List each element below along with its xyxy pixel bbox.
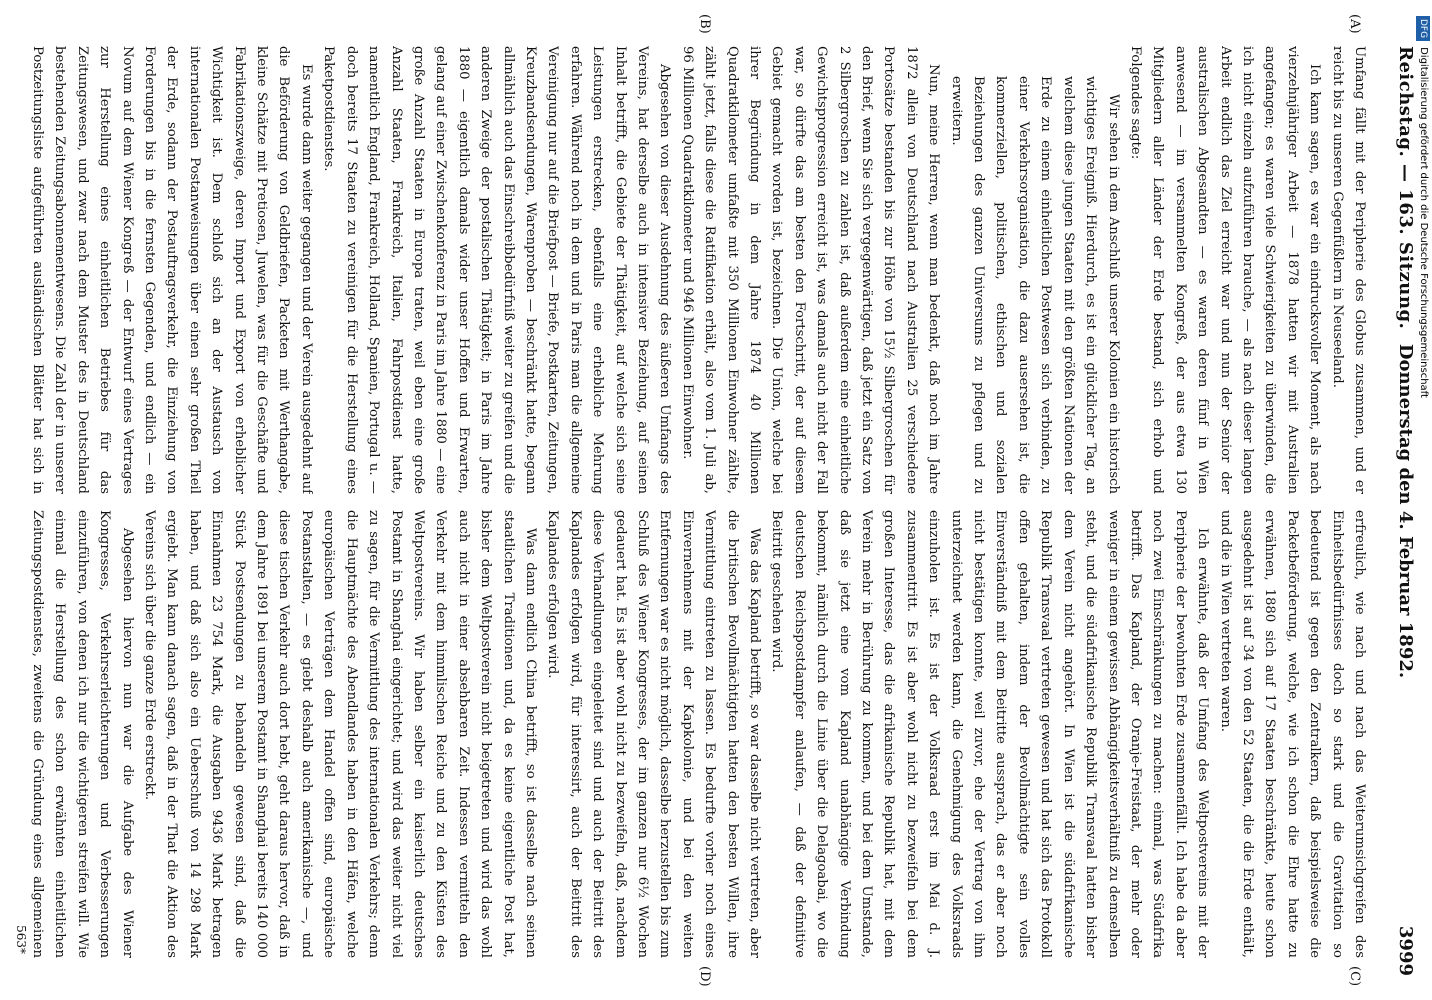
paragraph: Abgesehen hiervon nun war die Aufgabe des Wiener Kongresses, Verkehrserleichterungen und Verbesserungen einzuführen, von denen ich nur die wichtigeren streifen will. Wie einmal die Herstellung des schon erwähnten einheitlichen Zeitungspostdienstes, zweitens die Gründung eines allgemeinen bbox=[30, 510, 135, 958]
text-column-right bbox=[30, 510, 1370, 958]
text-column-left bbox=[30, 46, 1370, 494]
margin-mark-c: (C) bbox=[1347, 966, 1362, 987]
margin-mark-a: (A) bbox=[1347, 14, 1362, 34]
paragraph: Es wurde dann weiter gegangen und der Verein ausgedehnt auf die Beförderung von Geldbriefen, Packeten mit Werthangabe, kleine Schätze mit Pretiosen, Juwelen, was für die Geschäfte und Fabrikationszweige, deren Import und Export von erheblicher Wichtigkeit ist. Dem schloß sich an der Austausch von internationalen Postanweisungen über einen sehr großen Theil der Erde, sodann der Postauftragsverkehr, die Einziehung von Forderungen bis in die fernsten Gegenden, und endlich — ein Novum auf dem Wiener Kongreß — der Entwurf eines Vertrages zur Herstellung eines einheitlichen Betriebes für das Zeitungswesen, und zwar nach dem Muster des in Deutschland bestehenden Zeitungsabonnementwesens. Die Zahl der in unserer Postzeitungsliste aufgeführten ausländischen Blätter hat sich in bbox=[30, 46, 314, 494]
catchword: 563* bbox=[14, 925, 28, 954]
digitization-note-text: Digitalisierung gefördert durch die Deutsche Forschungsgemeinschaft bbox=[1418, 47, 1429, 398]
paragraph: Ich kann sagen, es war ein eindrucksvoller Moment, als nach vierzehnjähriger Arbeit — 1878 hatten wir mit Australien angefangen; es waren viele Schwierigkeiten zu überwinden, die ich nicht einzeln aufzuführen brauche, — als nach dieser langen Arbeit endlich das Ziel erreicht war und nun der Senior der australischen Abgesandten — es waren deren fünf in Wien anwesend — im versammelten Kongreß, der aus etwa 130 Mitgliedern aller Länder der Erde bestand, sich erhob und Folgendes sagte: bbox=[1127, 46, 1323, 494]
page-number: 3999 bbox=[1395, 925, 1416, 976]
paragraph: Umfang fällt mit der Peripherie des Globus zusammen, und er reicht bis zu unseren Gegenfüßlern in Neuseeland. bbox=[1329, 46, 1367, 494]
running-head-session: Reichstag. — 163. Sitzung. bbox=[1395, 46, 1416, 330]
paragraph: erfreulich, wie nach und nach das Weiterumsichgreifen des Einheitsbedürfnisses doch so stark und die Gravitation so bedeutend ist gegen den Zentralkern, daß beispielsweise die Packetbeförderung, welche, wie ich schon die Ehre hatte zu erwähnen, 1880 sich auf 17 Staaten beschränkte, heute schon ausgedehnt ist auf 34 von den 52 Staaten, die die Erde enthält, und die in Wien vertreten waren. bbox=[1217, 510, 1367, 958]
quoted-paragraph: Wir sehen in dem Anschluß unserer Kolonien ein historisch wichtiges Ereigniß. Hierdurch, es ist ein glücklicher Tag, an welchem diese jungen Staaten mit den größten Nationen der Erde zu einem einheitlichen Postwesen sich verbinden, zu einer Verkehrsorganisation, die dazu ausersehen ist, die kommerziellen, politischen, ethischen und sozialen Beziehungen des ganzen Universums zu pflegen und zu erweitern. bbox=[948, 76, 1121, 494]
digitization-note bbox=[1416, 0, 1432, 1000]
running-head bbox=[1364, 46, 1424, 976]
paragraph: Was das Kapland betrifft, so war dasselbe nicht vertreten, aber die britischen Bevollmächtigten hatten den besten Willen, ihre Vermittlung eintreten zu lassen. Es bedurfte vorher noch eines Einvernehmens mit der Kapkolonie, und bei den weiten Entfernungen war es nicht möglich, dasselbe herzustellen bis zum Schluß des Wiener Kongresses, der im ganzen nur 6½ Wochen gedauert hat. Es ist aber wohl nicht zu bezweifeln, daß, nachdem diese Verhandlungen eingeleitet sind und auch der Beitritt des Kaplandes erfolgen wird, für interessirt, auch der Beitritt des Kaplandes erfolgen wird. bbox=[545, 510, 763, 958]
paragraph: Was dann endlich China betrifft, so ist dasselbe nach seinen staatlichen Traditionen und, da es keine eigentliche Post hat, bisher dem Weltpostverein nicht beigetreten und wird das wohl auch nicht in einer absehbaren Zeit. Indessen vermitteln den Verkehr mit dem himmlischen Reiche und zu den Küsten des Weltpostvereins. Wir haben selber ein kaiserlich deutsches Postamt in Shanghai eingerichtet; und wird das weiter nicht viel zu sagen, für die Vermittlung des internationalen Verkehrs; denn die Hauptmächte des Abendlandes haben in den Häfen, welche europäischen Verträgen dem Handel offen sind, europäische Postanstalten, — es giebt deshalb auch amerikanische —, und diese tischen Verkehr auch dort hebt, geht daraus hervor, daß in dem Jahre 1891 bei unserem Postamt in Shanghai bereits 140 000 Stück Postsendungen zu behandeln gewesen sind, daß die Einnahmen 23 754 Mark, die Ausgaben 9436 Mark betragen haben, und daß sich also ein Ueberschuß von 14 298 Mark ergiebt. Man kann danach sagen, daß in der That die Aktion des Vereins sich über die ganze Erde erstreckt. bbox=[142, 510, 538, 958]
paragraph: Nun, meine Herren, wenn man bedenkt, daß noch im Jahre 1872 allein von Deutschland nach Australien 25 verschiedene Portosätze bestanden bis zur Höhe von 15½ Silbergroschen für den Brief, wenn Sie sich vergegenwärtigen, daß jetzt ein Satz von 2 Silbergroschen zu zahlen ist, daß außerdem eine einheitliche Gewichtsprogression erreicht ist, was damals auch nicht der Fall war, so dürfte das am besten den Fortschritt, der auf diesem Gebiet gemacht worden ist, bezeichnen. Die Union, welche bei ihrer Begründung in dem Jahre 1874 40 Millionen Quadratkilometer umfaßte mit 350 Millionen Einwohner zählte, zählt jetzt, falls diese die Ratifikation erhält, also vom 1. Juli ab, 96 Millionen Quadratkilometer und 946 Millionen Einwohner. bbox=[679, 46, 942, 494]
paragraph: Ich erwähnte, daß der Umfang des Weltpostvereins mit der Peripherie der bewohnten Erde zusammenfällt. Ich habe da aber noch zwei Einschränkungen zu machen: einmal, was Südafrika betrifft. Das Kapland, der Oranje-Freistaat, der mehr oder weniger in einem gewissen Abhängigkeitsverhältniß zu demselben steht, und die südafrikanische Republik Transvaal hatten bisher dem Verein nicht angehört. In Wien ist die südafrikanische Republik Transvaal vertreten gewesen und hat sich das Protokoll offen gehalten, indem der Bevollmächtigte sein volles Einverständniß mit dem Beitritte aussprach, das er aber noch nicht bestätigen konnte, weil zuvor, ehe der Vertrag von ihm unterzeichnet werden kann, die Genehmigung des Volksraads einzuholen ist. Es ist der Volksraad erst im Mai d. J. zusammentritt. Es ist aber wohl nicht zu bezweifeln bei dem großen Interesse, das die afrikanische Republik hat, mit dem Verein mehr in Berührung zu kommen, und bei dem Umstande, daß sie jetzt eine vom Kapland unabhängige Verbindung bekommt, nämlich durch die Linie über die Delagoabai, wo die deutschen Reichspostdampfer anlaufen, — daß der definitive Beitritt geschehen wird. bbox=[769, 510, 1211, 958]
paragraph: Abgesehen von dieser Ausdehnung des äußeren Umfangs des Vereins, hat derselbe auch in intensiver Beziehung, auf seinen Inhalt betrifft, die Gebiete der Thätigkeit, auf welche sich seine Leistungen erstrecken, ebenfalls eine erhebliche Mehrung erfahren. Während noch in dem und in Paris man die allgemeine Vereinigung nur auf die Briefpost — Briefe, Postkarten, Zeitungen, Kreuzbandsendungen, Warenproben — beschränkt hatte, begann allmählich auch das Einschreibbedürfniß weiter zu greifen und die anderen Zweige der postalischen Thätigkeit; in Paris im Jahre 1880 — eigentlich damals wider unser Hoffen und Erwarten, gelang auf einer Zwischenkonferenz in Paris im Jahre 1880 — eine große Anzahl Staaten in Europa traten, weil eben eine große Anzahl Staaten, Frankreich, Italien, Fahrpostdienst hatte, namentlich England, Frankreich, Holland, Spanien, Portugal u. — doch bereits 17 Staaten zu vereinigen für die Herstellung eines Paketpostdienstes. bbox=[321, 46, 673, 494]
margin-mark-b: (B) bbox=[697, 14, 712, 34]
running-head-date: Donnerstag den 4. Februar 1892. bbox=[1395, 343, 1416, 679]
dfg-logo: DFG bbox=[1416, 16, 1430, 41]
margin-mark-d: (D) bbox=[697, 966, 712, 987]
